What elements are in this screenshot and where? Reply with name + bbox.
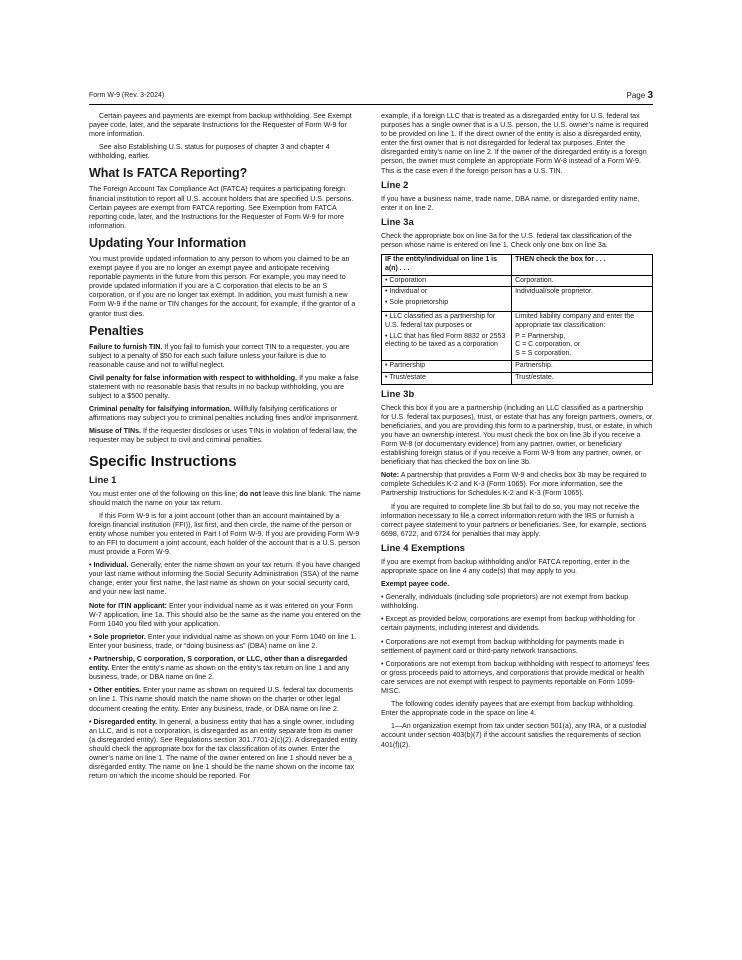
table-row (382, 275, 653, 287)
line3b-paragraph: Check this box if you are a partnership (including an LLC classified as a partnership for U.S. federal tax purposes), trust, or estate that has any foreign partners, owners, or beneficiaries, and you are providing this form to a partnership, trust, or estate, in which you have an ownership interest. You must check the box on line 3b if you receive a Form W-8 (or documentary evidence) from any partner, owner, or beneficiary establishing foreign status or if you receive a Form W-9 from any partner, owner, or beneficiary that has checked the box on line 3b. (381, 403, 653, 467)
exempt-bullet: • Except as provided below, corporations are exempt from backup withholding for certain payments, including interest and dividends. (381, 615, 636, 633)
sole-proprietor-paragraph: • Sole proprietor. Enter your individual name as shown on your Form 1040 on line 1. Enter your business, trade, or “doing business as” (DBA) name on line 2. (89, 632, 357, 650)
fatca-heading: What Is FATCA Reporting? (89, 166, 248, 181)
table-header-row (382, 255, 653, 276)
page-number: 3 (647, 90, 653, 101)
line3b-required-paragraph: If you are required to complete line 3b but fail to do so, you may not receive the information necessary to file a correct information return with the IRS or furnish a correct payee statement to your partners or beneficiaries. See, for example, sections 6698, 6722, and 6724 for penalties that may apply. (381, 502, 647, 538)
other-entities-paragraph: • Other entities. Enter your name as shown on required U.S. federal tax documents on line 1. This name should match the name shown on the charter or other legal document creating the entity. Enter any business, trade, or DBA name on line 2. (89, 686, 353, 713)
penalty-misuse: Misuse of TINs. If the requester discloses or uses TINs in violation of federal law, the requester may be subject to civil and criminal penalties. (89, 427, 357, 445)
exempt-bullet: • Corporations are not exempt from backup withholding with respect to attorneys’ fees or gross proceeds paid to attorneys, and corporations that provide medical or health care services are not exempt with respect to payments reportable on Form 1099-MISC. (381, 659, 650, 696)
line3a-paragraph: Check the appropriate box on line 3a for the U.S. federal tax classification of the person whose name is entered on line 1. Check only one box on line 3a. (381, 231, 632, 249)
form-id: Form W-9 (Rev. 3-2024) (89, 92, 165, 99)
intro-paragraph: Certain payees and payments are exempt from backup withholding. See Exempt payee code, later, and the separate Instructions for the Requester of Form W-9 for more information. (89, 112, 352, 139)
line3b-heading: Line 3b (381, 388, 415, 400)
table-row (382, 361, 653, 373)
foreign-llc-paragraph: example, if a foreign LLC that is treated as a disregarded entity for U.S. federal tax purposes has a single owner that is a U.S. person, the U.S. owner’s name is required to be provided on line 1. If the direct owner of the entity is also a disregarded entity, enter the first owner that is not disregarded for federal tax purposes. Enter the disregarded entity’s name on line 2. If the owner of the disregarded entity is a foreign person, the owner must complete an appropriate Form W-8 instead of a Form W-9. This is the case even if the foreign person has a U.S. TIN. (381, 112, 649, 175)
penalties-heading: Penalties (89, 323, 144, 338)
left-column (89, 112, 361, 785)
itin-note-paragraph: Note for ITIN applicant: Enter your individual name as it was entered on your Form W-7 application, line 1a. This should also be the same as the name you entered on the Form 1040 you filed with your application. (89, 601, 361, 628)
penalty-civil: Civil penalty for false information with respect to withholding. If you make a false statement with no reasonable basis that results in no backup withholding, you are subject to a $500 penalty. (89, 373, 359, 401)
classification-table (381, 254, 653, 385)
partnership-paragraph: • Partnership, C corporation, S corporation, or LLC, other than a disregarded entity. Enter the entity’s name as shown on the entity’s tax return on line 1 and any business, trade, or DBA name on line 2. (89, 655, 350, 682)
line2-paragraph: If you have a business name, trade name, DBA name, or disregarded entity name, enter it on line 2. (381, 194, 640, 212)
line3a-heading: Line 3a (381, 216, 414, 228)
line4-paragraph: If you are exempt from backup withholding and/or FATCA reporting, enter in the appropriate space on line 4 any code(s) that may apply to you. (381, 557, 630, 575)
line3b-note: Note: A partnership that provides a Form W-9 and checks box 3b may be required to complete Schedules K-2 and K-3 (Form 1065). For more information, see the Partnership Instructions for Schedules K-2 and K-3 (Form 1065). (381, 471, 647, 498)
page-number-label: Page 3 (626, 90, 653, 101)
table-row (382, 287, 653, 312)
table-cell: Corporation. (512, 275, 653, 287)
joint-account-paragraph: If this Form W-9 is for a joint account (other than an account maintained by a foreign financial institution (FFI)), list first, and then circle, the name of the person or entity whose number you entered in Part I of Form W-9. If you are providing Form W-9 to an FFI to document a joint account, each holder of the account that is a U.S. person must provide a Form W-9. (89, 511, 360, 557)
fatca-paragraph: The Foreign Account Tax Compliance Act (FATCA) requires a participating foreign financial institution to report all U.S. account holders that are specified U.S. persons. Certain payees are exempt from FATCA reporting. See Exemption from FATCA reporting code, later, and the Instructions for the Requester of Form W-9 for more information. (89, 185, 354, 230)
table-cell: • Trust/estate (382, 372, 512, 384)
disregarded-entity-paragraph: • Disregarded entity. In general, a business entity that has a single owner, including an LLC, and is not a corporation, is disregarded as an entity separate from its owner (a disregarded entity). See Regulations section 301.7701-2(c)(2). A disregarded entity should check the appropriate box for the tax classification of its owner. Enter the owner’s name on line 1. The name of the owner entered on line 1 should never be a disregarded entity. The name on line 1 should be the name shown on the income tax return on which the income should be reported. For (89, 717, 358, 781)
table-row (382, 372, 653, 384)
line1-paragraph: You must enter one of the following on this line; do not leave this line blank. The name should match the name on your tax return. (89, 489, 361, 507)
penalty-criminal: Criminal penalty for falsifying information. Willfully falsifying certifications or affirmations may subject you to criminal penalties including fines and/or imprisonment. (89, 405, 359, 423)
table-cell: • Partnership (382, 361, 512, 373)
exempt-bullet: • Generally, individuals (including sole proprietors) are not exempt from backup withholding. (381, 593, 629, 611)
line1-heading: Line 1 (89, 474, 117, 486)
table-col-if: IF the entity/individual on line 1 is a(n) . . . (382, 255, 512, 276)
see-also-paragraph: See also Establishing U.S. status for purposes of chapter 3 and chapter 4 withholding, earlier. (89, 143, 330, 161)
line2-heading: Line 2 (381, 179, 409, 191)
table-cell: • Corporation (382, 275, 512, 287)
line4-heading: Line 4 Exemptions (381, 542, 465, 554)
penalty-tin: Failure to furnish TIN. If you fail to furnish your correct TIN to a requester, you are subject to a penalty of $50 for each such failure unless your failure is due to reasonable cause and not to willful neglect. (89, 342, 350, 369)
table-cell: • Individual or • Sole proprietorship (382, 287, 512, 312)
table-cell: • LLC classified as a partnership for U.S. federal tax purposes or • LLC that has filed Form 8832 or 2553 electing to be taxed as a corporation (382, 312, 512, 361)
page-header (89, 90, 653, 105)
table-cell: Limited liability company and enter the appropriate tax classification: P = Partnership, C = C corporation, or S = S corporation. (512, 312, 653, 361)
exempt-payee-heading: Exempt payee code. (381, 580, 450, 589)
table-cell: Individual/sole proprietor. (512, 287, 653, 312)
codes-paragraph: The following codes identify payees that are exempt from backup withholding. Enter the appropriate code in the space on line 4. (381, 700, 635, 718)
updating-paragraph: You must provide updated information to any person to whom you claimed to be an exempt payee if you are no longer an exempt payee and anticipate receiving reportable payments in the future from this person. For example, you may need to provide updated information if you are a C corporation that elects to be an S corporation, or if you are no longer tax exempt. In addition, you must furnish a new Form W-9 if the name or TIN changes for the account, for example, if the grantor of a grantor trust dies. (89, 254, 356, 318)
specific-instructions-heading: Specific Instructions (89, 452, 237, 470)
table-cell: Trust/estate. (512, 372, 653, 384)
exempt-bullet: • Corporations are not exempt from backup withholding for payments made in settlement of payment card or third-party network transactions. (381, 637, 625, 655)
updating-heading: Updating Your Information (89, 235, 247, 250)
table-col-then: THEN check the box for . . . (512, 255, 653, 276)
table-row (382, 312, 653, 361)
code-1-paragraph: 1—An organization exempt from tax under section 501(a), any IRA, or a custodial account under section 403(b)(7) if the account satisfies the requirements of section 401(f)(2). (381, 722, 647, 749)
table-cell: Partnership. (512, 361, 653, 373)
individual-paragraph: • Individual. Generally, enter the name shown on your tax return. If you have changed your last name without informing the Social Security Administration (SSA) of the name change, enter your first name, the last name as shown on your social security card, and your new last name. (89, 561, 360, 597)
right-column (381, 112, 653, 754)
